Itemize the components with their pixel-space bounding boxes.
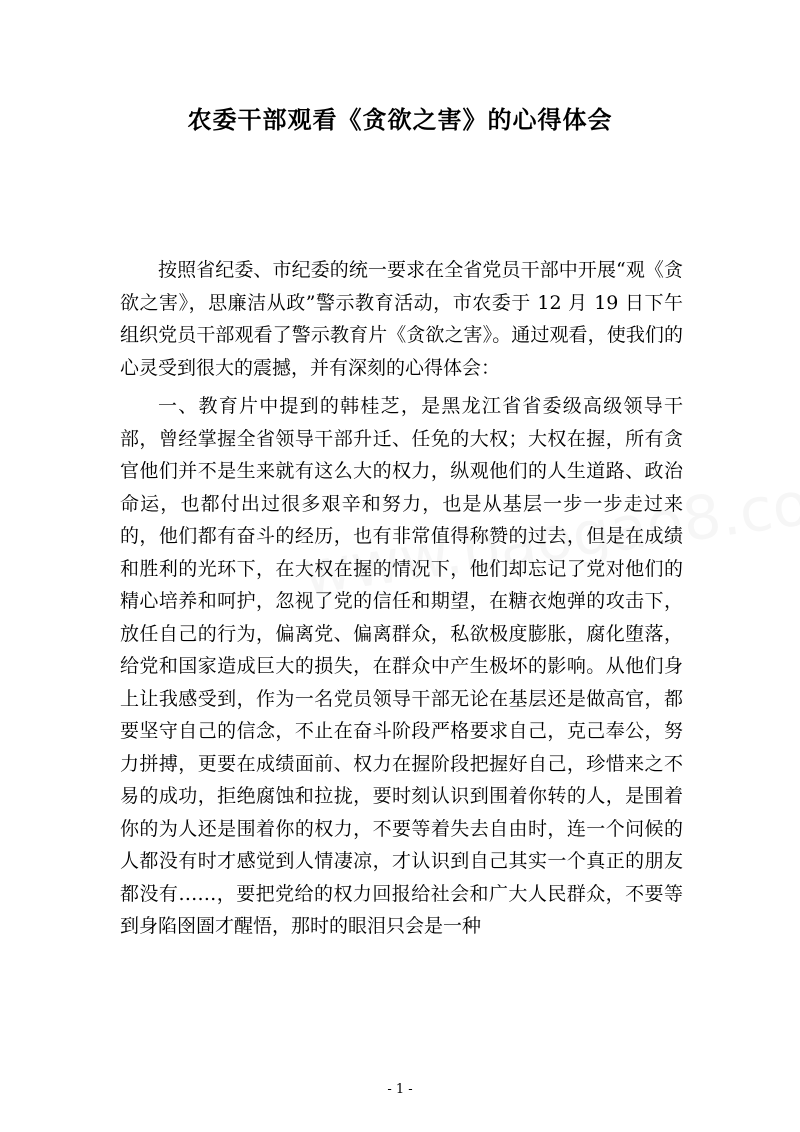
document-title: 农委干部观看《贪欲之害》的心得体会 (187, 106, 613, 134)
paragraph-section-one: 一、教育片中提到的韩桂芝，是黑龙江省省委级高级领导干部，曾经掌握全省领导干部升迁、任免的大权；大权在握，所有贪官他们并不是生来就有这么大的权力，纵观他们的人生道路、政治命运，也都付出过很多艰辛和努力，也是从基层一步一步走过来的，他们都有奋斗的经历，也有非常值得称赞的过去，但是在成绩和胜利的光环下，在大权在握的情况下，他们却忘记了党对他们的精心培养和呵护，忽视了党的信任和期望，在糖衣炮弹的攻击下，放任自己的行为，偏离党、偏离群众，私欲极度膨胀，腐化堕落，给党和国家造成巨大的损失，在群众中产生极坏的影响。从他们身上让我感受到，作为一名党员领导干部无论在基层还是做高官，都要坚守自己的信念，不止在奋斗阶段严格要求自己，克己奉公，努力拼搏，更要在成绩面前、权力在握阶段把握好自己，珍惜来之不易的成功，拒绝腐蚀和拉拢，要时刻认识到围着你转的人，是围着你的为人还是围着你的权力，不要等着失去自由时，连一个问候的人都没有时才感觉到人情凄凉，才认识到自己其实一个真正的朋友都没有……，要把党给的权力回报给社会和广大人民群众，不要等到身陷囹圄才醒悟，那时的眼泪只会是一种 (120, 395, 683, 937)
page-number: - 1 - (387, 1082, 413, 1097)
document-body (120, 254, 683, 949)
paragraph-intro: 按照省纪委、市纪委的统一要求在全省党员干部中开展“观《贪欲之害》，思廉洁从政”警示教育活动，市农委于 12 月 19 日下午组织党员干部观看了警示教育片《贪欲之害》。通过观看，使我们的心灵受到很大的震撼，并有深刻的心得体会： (120, 259, 683, 379)
